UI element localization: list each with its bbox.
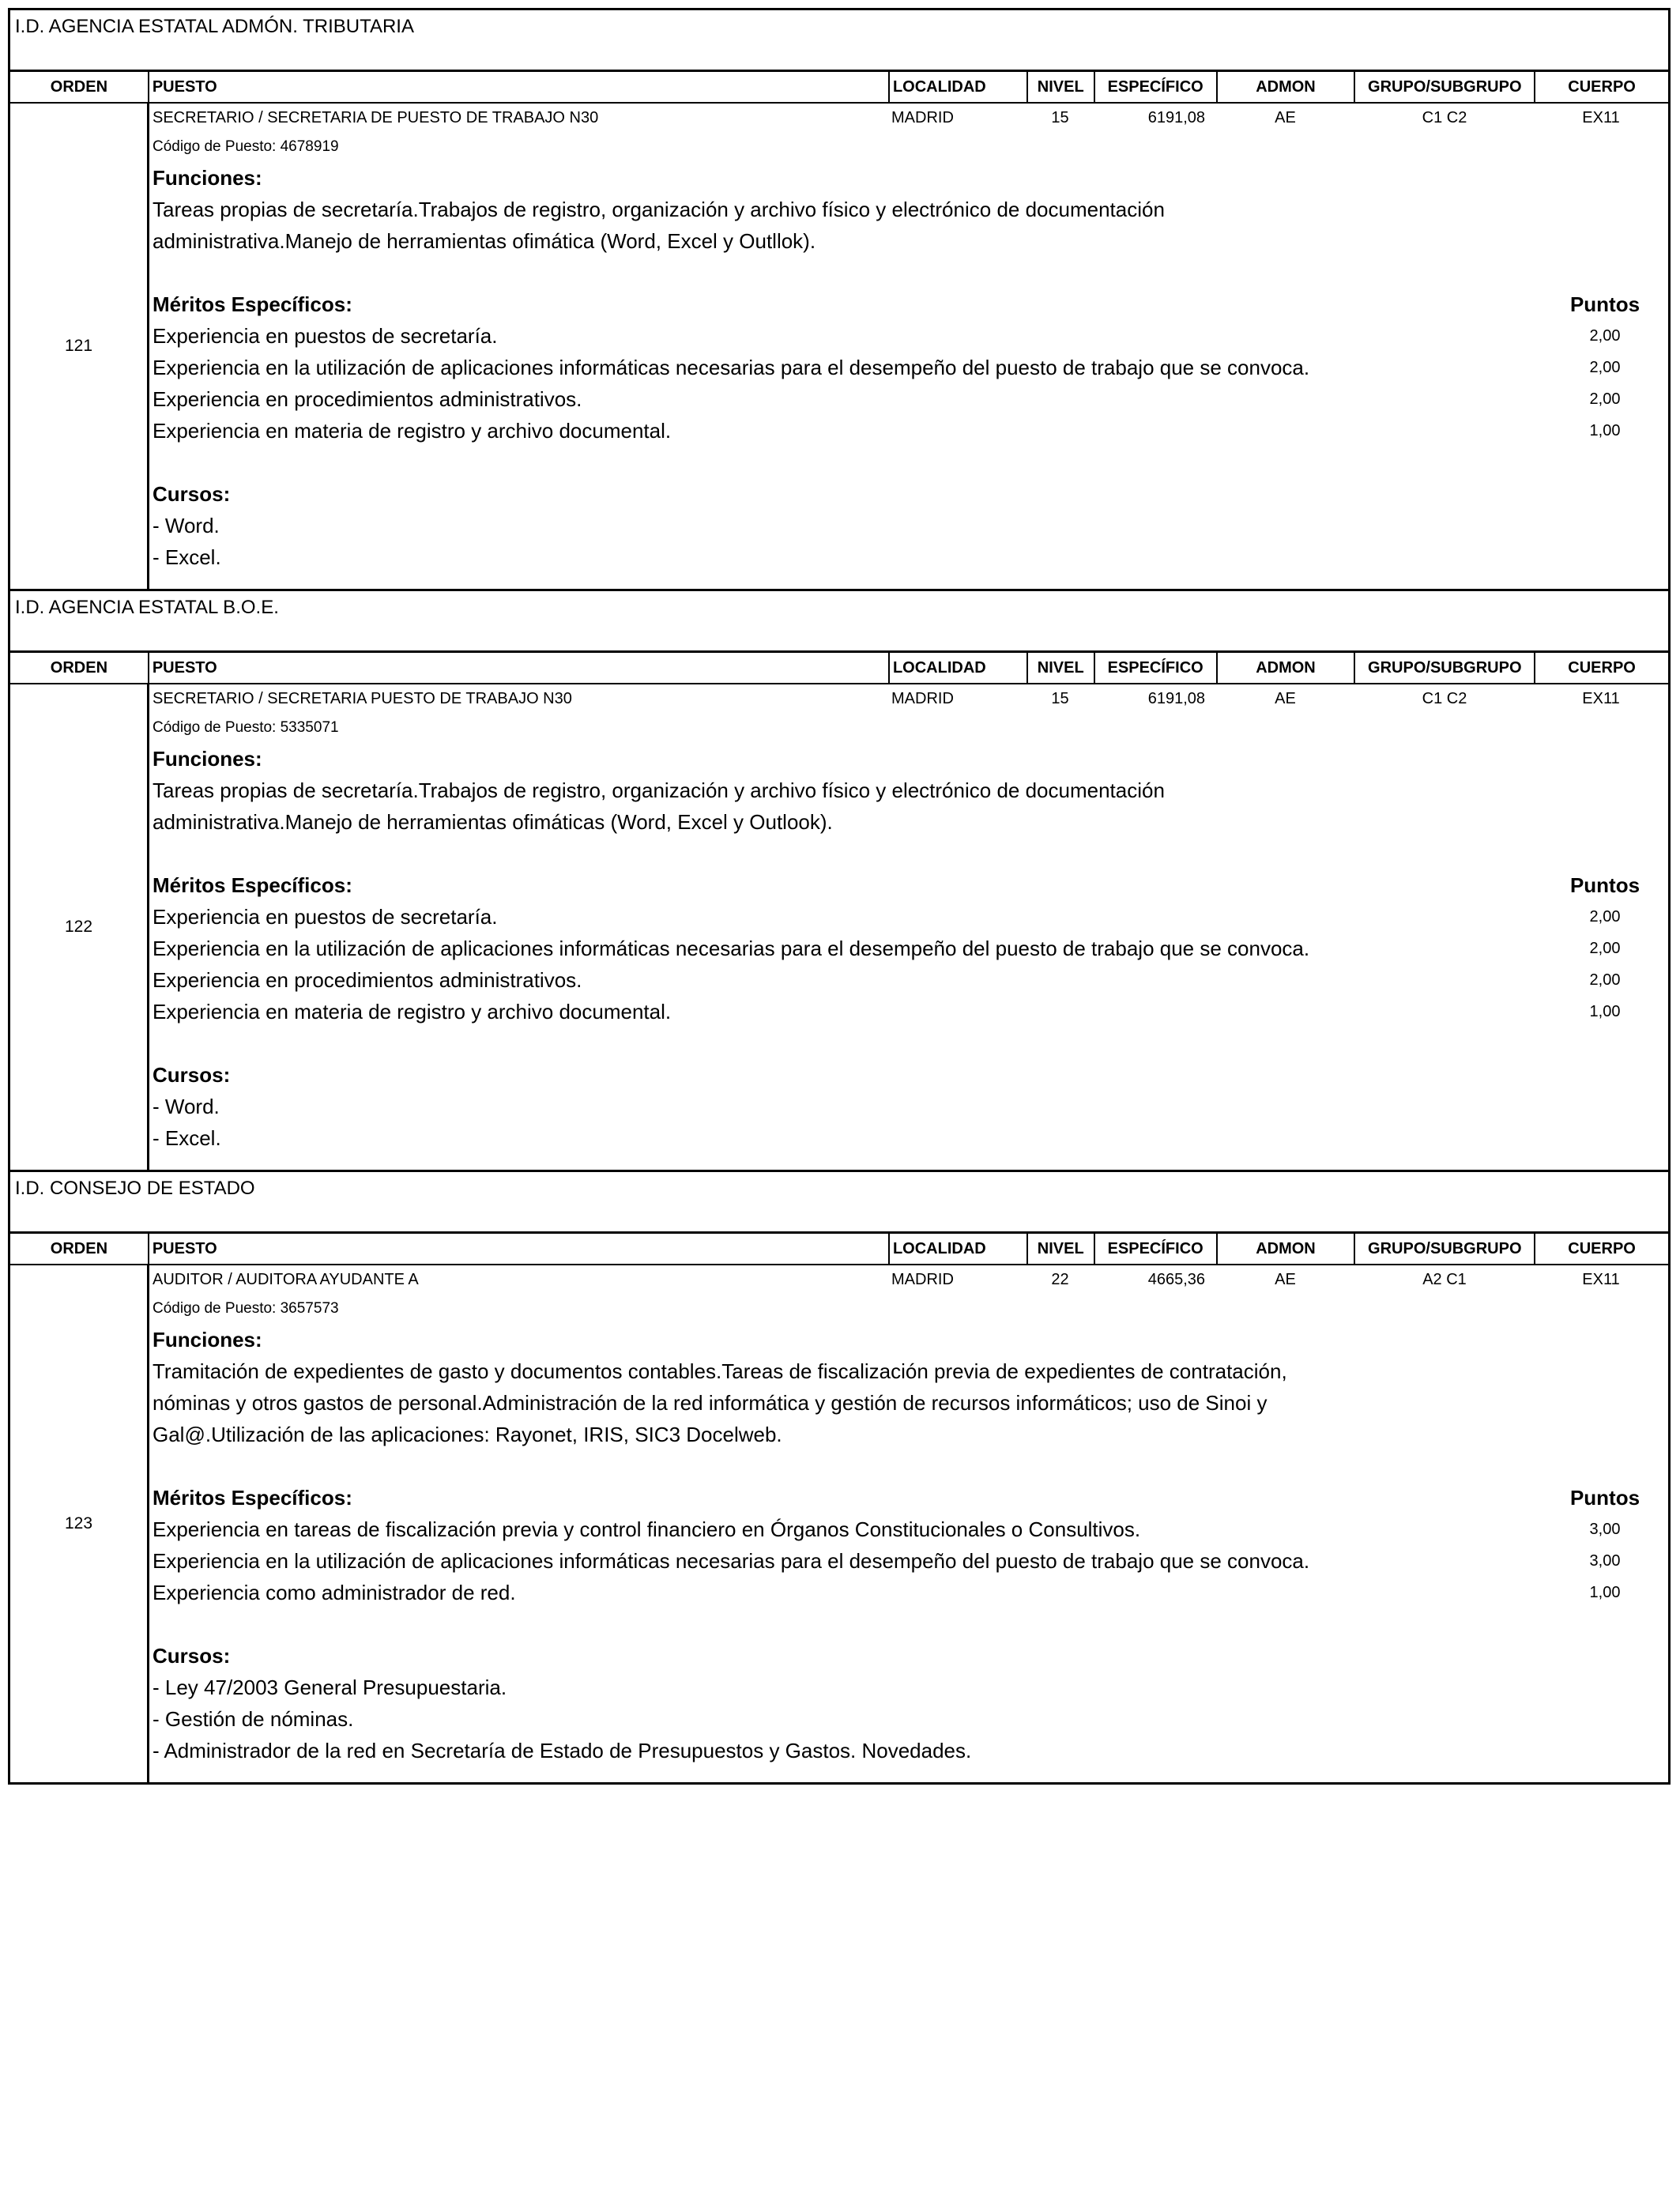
job-row [10,104,1668,589]
puntos-label: Puntos [1569,873,1640,897]
funciones-label: Funciones: [153,1328,262,1351]
merito-item [149,964,1668,996]
organization-title: I.D. AGENCIA ESTATAL B.O.E. [10,591,1668,653]
orden-number: 122 [10,684,149,1170]
merito-text: Experiencia en tareas de fiscalización previa y control financiero en Órganos Constitucionales o Consultivos. [153,1517,1141,1541]
merito-text: Experiencia como administrador de red. [153,1581,516,1604]
merito-points: 2,00 [1589,358,1621,376]
job-section [8,589,1671,1170]
job-nivel: 15 [1051,689,1069,707]
cursos-label: Cursos: [153,482,231,506]
curso-item: - Gestión de nóminas. [153,1707,354,1731]
header-especifico: ESPECÍFICO [1095,1234,1218,1264]
cursos-label: Cursos: [153,1644,231,1668]
merito-text: Experiencia en materia de registro y archivo documental. [153,419,672,443]
job-summary-line [149,104,1668,132]
merito-text: Experiencia en la utilización de aplicaciones informáticas necesarias para el desempeño del puesto de trabajo que se convoca. [153,937,1310,960]
header-grupo: GRUPO/SUBGRUPO [1355,1234,1535,1264]
curso-item: - Word. [153,514,220,537]
merito-points: 2,00 [1589,971,1621,989]
merito-item [149,1514,1668,1545]
merito-item [149,1545,1668,1577]
merito-text: Experiencia en la utilización de aplicaciones informáticas necesarias para el desempeño del puesto de trabajo que se convoca. [153,356,1310,379]
header-especifico: ESPECÍFICO [1095,653,1218,683]
merito-item [149,383,1668,415]
job-cuerpo: EX11 [1582,1270,1620,1288]
merito-text: Experiencia en procedimientos administrativos. [153,968,582,992]
funciones-text-line: administrativa.Manejo de herramientas ofimática (Word, Excel y Outllok). [153,229,816,253]
orden-number: 121 [10,104,149,589]
job-localidad: MADRID [891,1270,954,1288]
merito-points: 1,00 [1589,1002,1621,1020]
merito-points: 1,00 [1589,421,1621,439]
curso-item: - Administrador de la red en Secretaría de Estado de Presupuestos y Gastos. Novedades. [153,1739,972,1762]
merito-points: 3,00 [1589,1520,1621,1538]
header-nivel: NIVEL [1028,72,1095,102]
header-localidad: LOCALIDAD [890,653,1028,683]
meritos-header [149,1482,1668,1514]
job-nivel: 15 [1051,108,1069,126]
codigo-puesto: Código de Puesto: 5335071 [153,719,339,736]
header-puesto: PUESTO [149,72,890,102]
merito-points: 2,00 [1589,390,1621,408]
header-grupo: GRUPO/SUBGRUPO [1355,653,1535,683]
header-puesto: PUESTO [149,1234,890,1264]
header-admon: ADMON [1218,1234,1356,1264]
job-puesto: SECRETARIO / SECRETARIA PUESTO DE TRABAJO N30 [153,689,572,707]
puntos-label: Puntos [1569,1486,1640,1510]
merito-item [149,415,1668,447]
merito-text: Experiencia en puestos de secretaría. [153,905,498,929]
header-cuerpo: CUERPO [1568,77,1636,96]
meritos-header [149,288,1668,320]
job-admon: AE [1275,1270,1296,1288]
column-header-row [10,653,1668,684]
funciones-text-line: administrativa.Manejo de herramientas ofimáticas (Word, Excel y Outlook). [153,810,833,834]
header-especifico: ESPECÍFICO [1095,72,1218,102]
job-especifico: 6191,08 [1147,689,1205,707]
merito-item [149,320,1668,352]
job-admon: AE [1275,108,1296,126]
merito-text: Experiencia en puestos de secretaría. [153,324,498,348]
column-header-row [10,72,1668,104]
job-summary-line [149,1265,1668,1294]
merito-text: Experiencia en procedimientos administrativos. [153,387,582,411]
document-page [8,8,1671,1785]
header-nivel: NIVEL [1028,653,1095,683]
header-localidad: LOCALIDAD [890,1234,1028,1264]
job-especifico: 4665,36 [1147,1270,1205,1288]
job-grupo: A2 C1 [1422,1270,1467,1288]
job-puesto: SECRETARIO / SECRETARIA DE PUESTO DE TRABAJO N30 [153,108,599,126]
funciones-text-line: Gal@.Utilización de las aplicaciones: Rayonet, IRIS, SIC3 Docelweb. [153,1423,782,1446]
job-localidad: MADRID [891,108,954,126]
job-details [149,1265,1668,1782]
curso-item: - Excel. [153,545,221,569]
header-localidad: LOCALIDAD [890,72,1028,102]
header-orden: ORDEN [10,72,149,102]
merito-item [149,996,1668,1027]
job-cuerpo: EX11 [1582,108,1620,126]
job-localidad: MADRID [891,689,954,707]
merito-item [149,352,1668,383]
merito-text: Experiencia en materia de registro y archivo documental. [153,1000,672,1023]
job-section [8,1170,1671,1785]
job-details [149,684,1668,1170]
funciones-text-line: Tramitación de expedientes de gasto y documentos contables.Tareas de fiscalización previa de expedientes de contratación, [153,1359,1287,1383]
column-header-row [10,1234,1668,1265]
header-orden: ORDEN [10,653,149,683]
job-especifico: 6191,08 [1147,108,1205,126]
merito-item [149,933,1668,964]
header-grupo: GRUPO/SUBGRUPO [1355,72,1535,102]
meritos-label: Méritos Específicos: [153,292,352,316]
job-grupo: C1 C2 [1422,689,1467,707]
job-details [149,104,1668,589]
merito-text: Experiencia en la utilización de aplicaciones informáticas necesarias para el desempeño del puesto de trabajo que se convoca. [153,1549,1310,1573]
funciones-label: Funciones: [153,747,262,771]
meritos-label: Méritos Específicos: [153,873,352,897]
curso-item: - Excel. [153,1126,221,1150]
job-admon: AE [1275,689,1296,707]
job-row [10,1265,1668,1782]
codigo-puesto: Código de Puesto: 4678919 [153,138,339,155]
organization-title: I.D. AGENCIA ESTATAL ADMÓN. TRIBUTARIA [10,10,1668,72]
header-orden: ORDEN [10,1234,149,1264]
header-nivel: NIVEL [1028,1234,1095,1264]
job-summary-line [149,684,1668,713]
job-grupo: C1 C2 [1422,108,1467,126]
header-admon: ADMON [1218,72,1356,102]
job-nivel: 22 [1051,1270,1069,1288]
job-row [10,684,1668,1170]
merito-points: 3,00 [1589,1551,1621,1570]
meritos-label: Méritos Específicos: [153,1486,352,1510]
curso-item: - Ley 47/2003 General Presupuestaria. [153,1676,507,1699]
cursos-label: Cursos: [153,1063,231,1087]
codigo-puesto: Código de Puesto: 3657573 [153,1300,339,1317]
curso-item: - Word. [153,1095,220,1118]
funciones-label: Funciones: [153,166,262,190]
orden-number: 123 [10,1265,149,1782]
job-cuerpo: EX11 [1582,689,1620,707]
merito-points: 2,00 [1589,326,1621,345]
merito-item [149,1577,1668,1608]
header-cuerpo: CUERPO [1568,1239,1636,1257]
merito-points: 2,00 [1589,939,1621,957]
organization-title: I.D. CONSEJO DE ESTADO [10,1172,1668,1234]
merito-item [149,901,1668,933]
job-section [8,8,1671,589]
merito-points: 2,00 [1589,907,1621,925]
job-puesto: AUDITOR / AUDITORA AYUDANTE A [153,1270,419,1288]
funciones-text-line: nóminas y otros gastos de personal.Administración de la red informática y gestión de recursos informáticos; uso de Sinoi y [153,1391,1268,1415]
puntos-label: Puntos [1569,292,1640,316]
header-cuerpo: CUERPO [1568,658,1636,677]
funciones-text-line: Tareas propias de secretaría.Trabajos de registro, organización y archivo físico y electrónico de documentación [153,778,1165,802]
header-admon: ADMON [1218,653,1356,683]
meritos-header [149,869,1668,901]
funciones-text-line: Tareas propias de secretaría.Trabajos de registro, organización y archivo físico y electrónico de documentación [153,198,1165,221]
header-puesto: PUESTO [149,653,890,683]
merito-points: 1,00 [1589,1583,1621,1601]
